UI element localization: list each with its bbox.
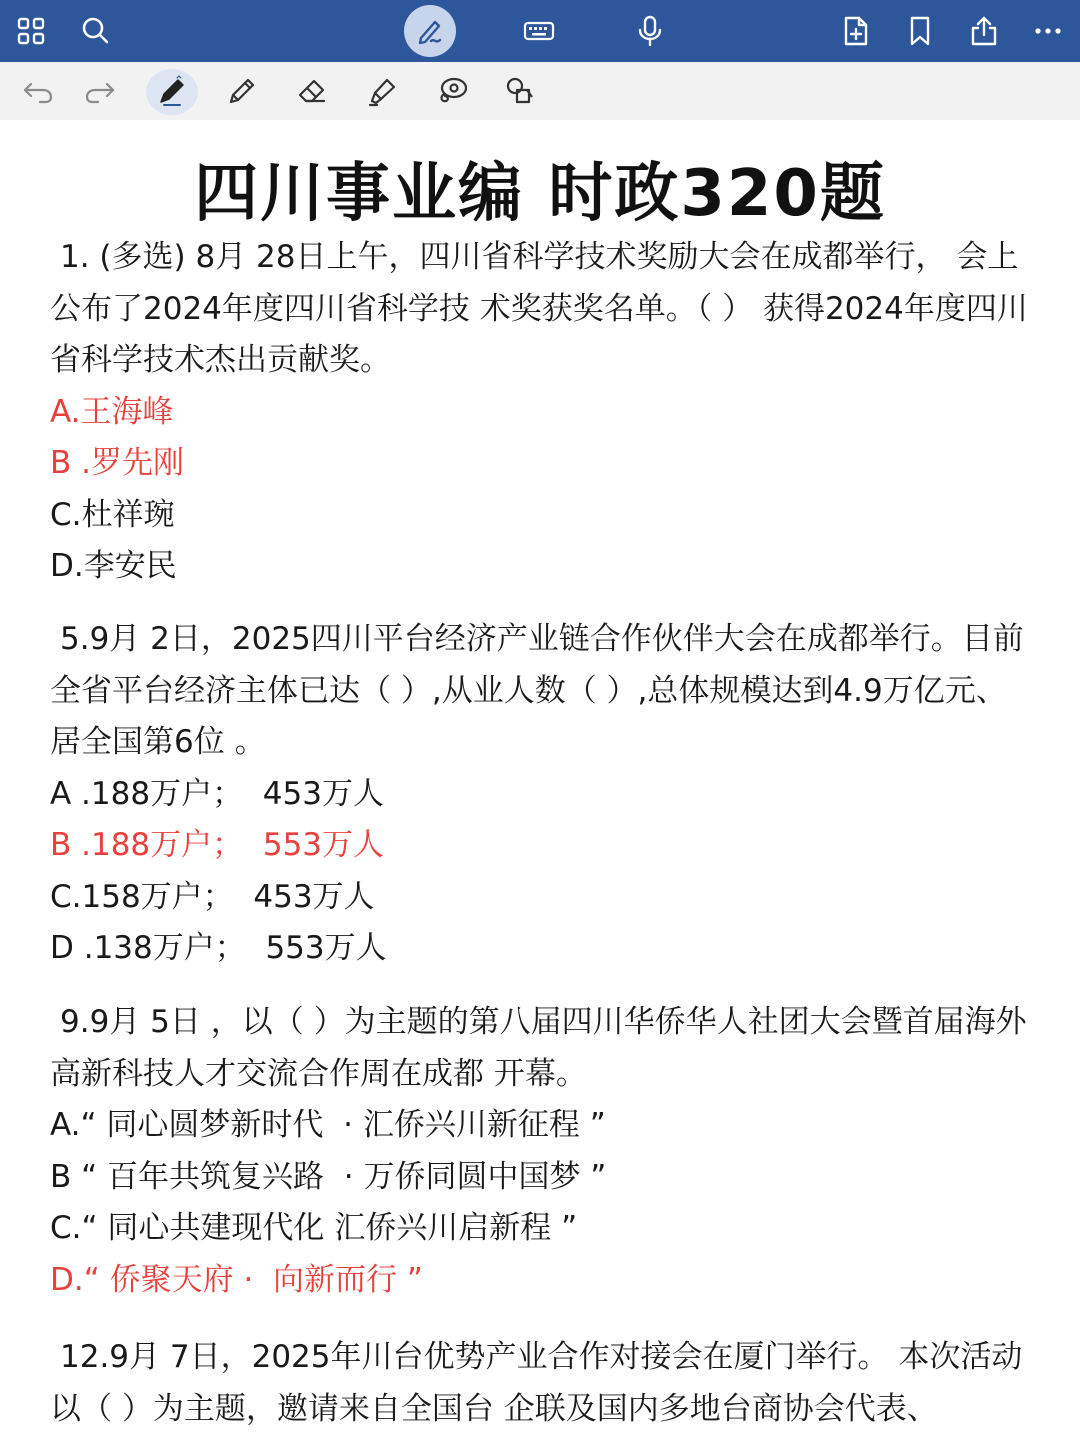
question-stem: 12.9月 7日，2025年川台优势产业合作对接会在厦门举行。 本次活动以（ ）为主题，邀请来自全国台 企联及国内多地台商协会代表、 [50, 1339, 1023, 1427]
option-b: B .罗先刚 [50, 445, 184, 481]
option-d: D.李安民 [50, 548, 177, 584]
pen-mode-icon[interactable] [404, 5, 456, 57]
add-page-icon[interactable] [833, 8, 879, 54]
question-12 [50, 1332, 1035, 1435]
grid-icon[interactable] [8, 8, 54, 54]
shapes-icon[interactable] [498, 71, 542, 111]
bookmark-icon[interactable] [897, 8, 943, 54]
highlighter-icon[interactable] [360, 71, 404, 111]
question-stem: 1. (多选) 8月 28日上午，四川省科学技术奖励大会在成都举行， 会上公布了2024年度四川省科学技 术奖获奖名单。（ ） 获得2024年度四川省科学技术杰出贡献奖。 [50, 239, 1028, 378]
pencil-icon[interactable] [220, 71, 264, 111]
option-b: B “ 百年共筑复兴路 · 万侨同圆中国梦 ” [50, 1158, 607, 1195]
drawing-toolbar [0, 62, 1080, 120]
option-c: C.杜祥琬 [50, 496, 175, 533]
option-a: A .188万户； 453万人 [50, 775, 384, 812]
page-title: 四川事业编 时政320题 [194, 157, 886, 231]
search-icon[interactable] [72, 8, 118, 54]
document-page[interactable] [0, 120, 1080, 1443]
more-icon[interactable] [1025, 8, 1071, 54]
option-a: A.“ 同心圆梦新时代 · 汇侨兴川新征程 ” [50, 1107, 606, 1143]
undo-icon[interactable] [16, 71, 60, 111]
question-stem: 5.9月 2日，2025四川平台经济产业链合作伙伴大会在成都举行。目前全省平台经济主体已达（ ）,从业人数（ ）,总体规模达到4.9万亿元、 居全国第6位 。 [50, 621, 1024, 760]
eraser-icon[interactable] [290, 71, 334, 111]
option-b: B .188万户； 553万人 [50, 827, 385, 863]
question-9 [50, 997, 1035, 1306]
keyboard-icon[interactable] [516, 8, 562, 54]
option-d: D.“ 侨聚天府 · 向新而行 ” [50, 1261, 423, 1298]
microphone-icon[interactable] [627, 8, 673, 54]
share-icon[interactable] [961, 8, 1007, 54]
option-c: C.“ 同心共建现代化 汇侨兴川启新程 ” [50, 1210, 578, 1246]
lasso-icon[interactable] [430, 71, 474, 111]
stylus-pen-icon[interactable] [150, 71, 194, 111]
option-d: D .138万户； 553万人 [50, 930, 387, 966]
question-stem: 9.9月 5日 ，以（ ）为主题的第八届四川华侨华人社团大会暨首届海外高新科技人才交流合作周在成都 开幕。 [50, 1004, 1027, 1092]
option-a: A.王海峰 [50, 393, 174, 430]
top-app-bar [0, 0, 1080, 62]
question-5 [50, 614, 1035, 975]
option-c: C.158万户； 453万人 [50, 878, 375, 915]
question-1 [50, 232, 1035, 593]
redo-icon[interactable] [78, 71, 122, 111]
